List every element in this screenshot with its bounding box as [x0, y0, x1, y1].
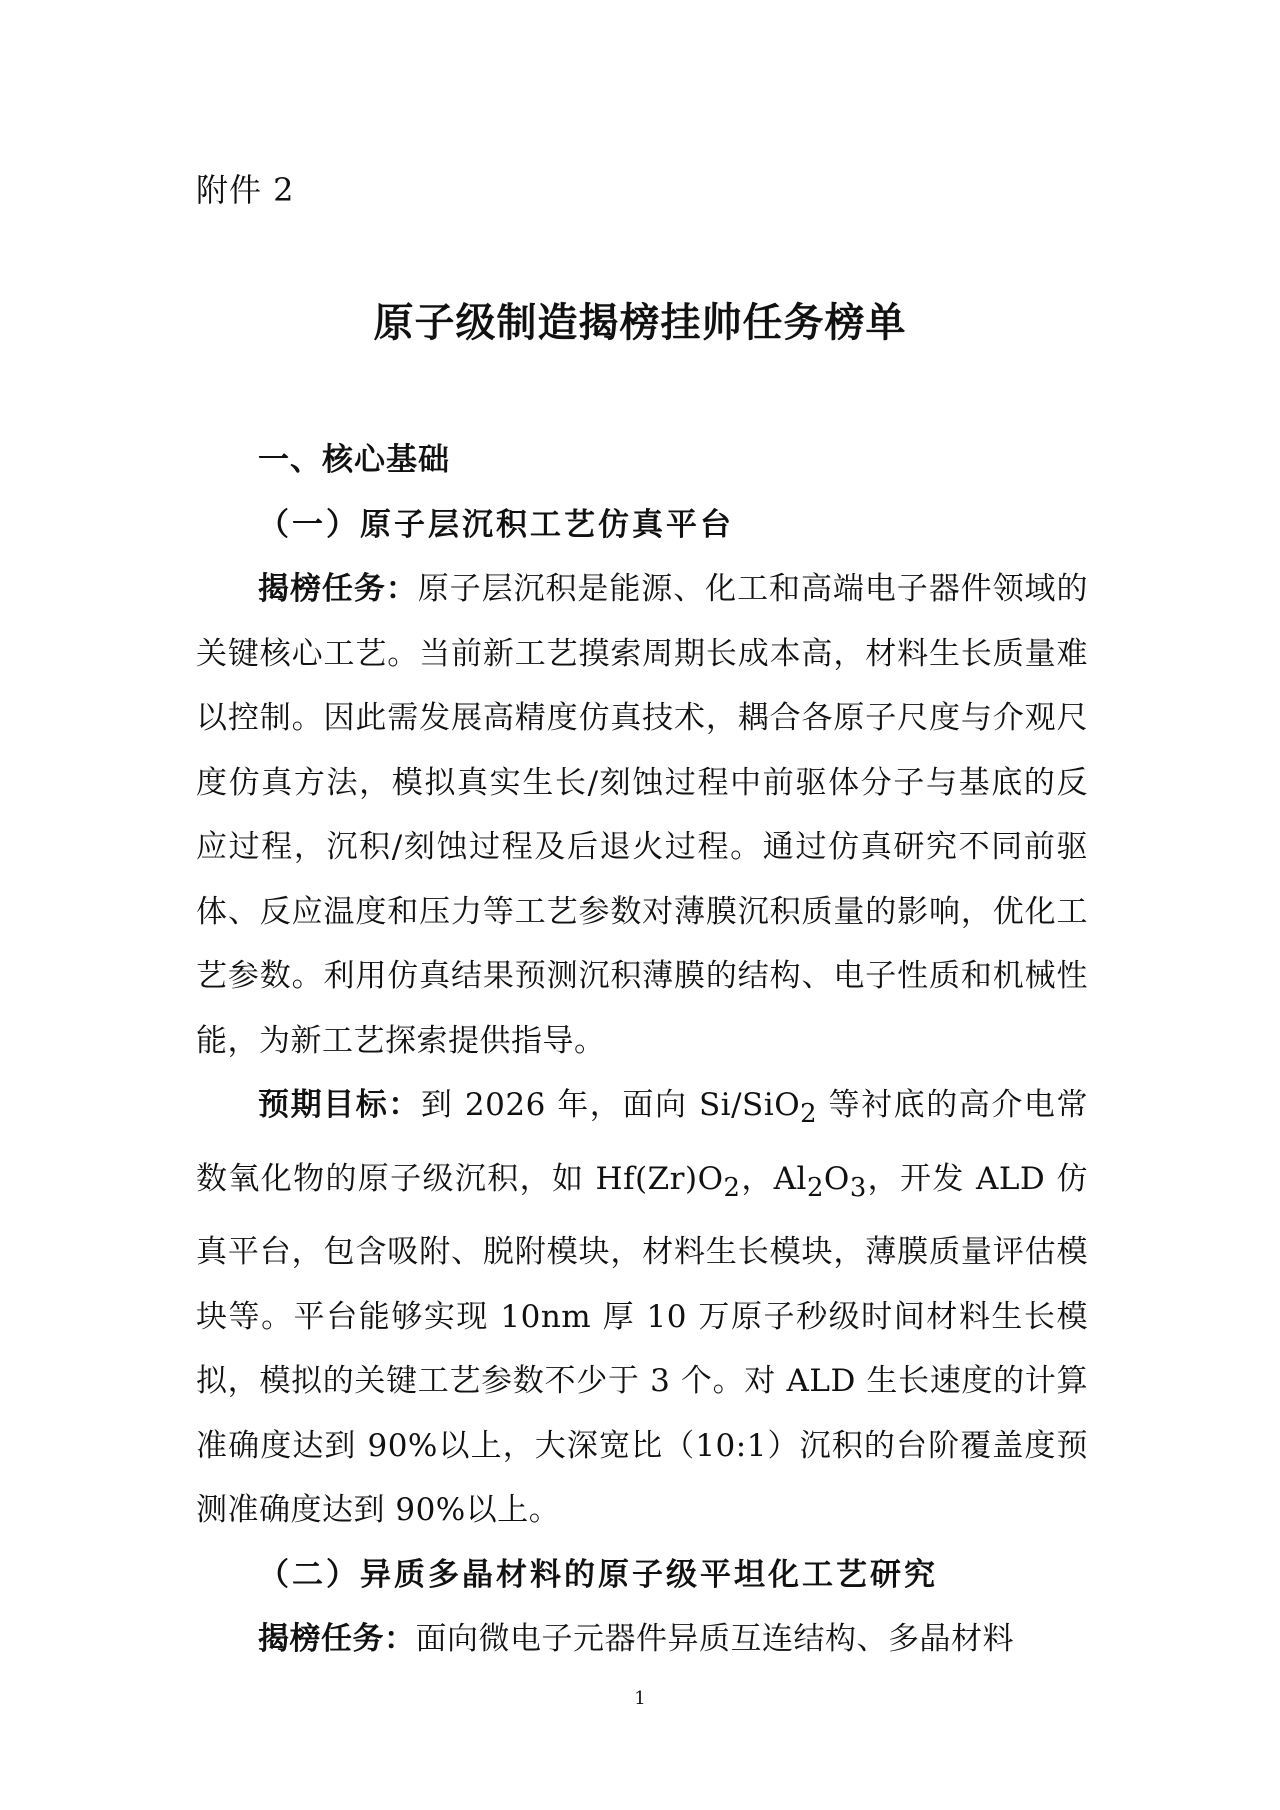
section-heading-core-foundation: 一、核心基础	[258, 442, 450, 478]
goal-subscript: 3	[849, 1172, 867, 1203]
task-label: 揭榜任务：	[258, 1621, 416, 1658]
page-number: 1	[634, 1688, 646, 1709]
task-text: 面向微电子元器件异质互连结构、多晶材料	[415, 1621, 1014, 1658]
goal-subscript: 2	[800, 1099, 818, 1130]
attachment-label: 附件 2	[196, 171, 295, 209]
goal-text-part: ，开发 ALD 仿真平台，包含吸附、脱附模块，材料生长模块，薄膜质量评估模块等。平台能够实现 10nm 厚 10 万原子秒级时间材料生长模拟，模拟的关键工艺参数不少于 3 个。对 ALD 生长速度的计算准确度达到 90%以上，大深宽比（10:1）沉积的台阶覆盖度预测准确度达到 90%以上。	[196, 1160, 1088, 1529]
task-label: 揭榜任务：	[258, 571, 418, 607]
subsection-heading-ald-platform: （一）原子层沉积工艺仿真平台	[258, 506, 734, 543]
goal-label: 预期目标：	[258, 1087, 421, 1123]
goal-text-part: ，Al	[740, 1160, 807, 1197]
task-paragraph-ald	[196, 557, 1088, 1073]
goal-text-part: 到 2026 年，面向 Si/SiO	[420, 1087, 801, 1123]
goal-subscript: 2	[806, 1172, 824, 1203]
task-paragraph-planarization	[196, 1607, 1088, 1672]
goal-text-part: O	[823, 1160, 850, 1197]
subsection-heading-planarization: （二）异质多晶材料的原子级平坦化工艺研究	[258, 1556, 938, 1593]
task-text: 原子层沉积是能源、化工和高端电子器件领域的关键核心工艺。当前新工艺摸索周期长成本高，材料生长质量难以控制。因此需发展高精度仿真技术，耦合各原子尺度与介观尺度仿真方法，模拟真实生长/刻蚀过程中前驱体分子与基底的反应过程，沉积/刻蚀过程及后退火过程。通过仿真研究不同前驱体、反应温度和压力等工艺参数对薄膜沉积质量的影响，优化工艺参数。利用仿真结果预测沉积薄膜的结构、电子性质和机械性能，为新工艺探索提供指导。	[196, 571, 1089, 1059]
document-title: 原子级制造揭榜挂帅任务榜单	[373, 299, 907, 346]
goal-text-part: 等衬底的高介电常数氧化物的原子级沉积，如 Hf(Zr)O	[196, 1087, 1089, 1197]
goal-paragraph-ald	[196, 1073, 1088, 1543]
document-body	[196, 428, 1088, 1672]
goal-subscript: 2	[723, 1172, 741, 1203]
